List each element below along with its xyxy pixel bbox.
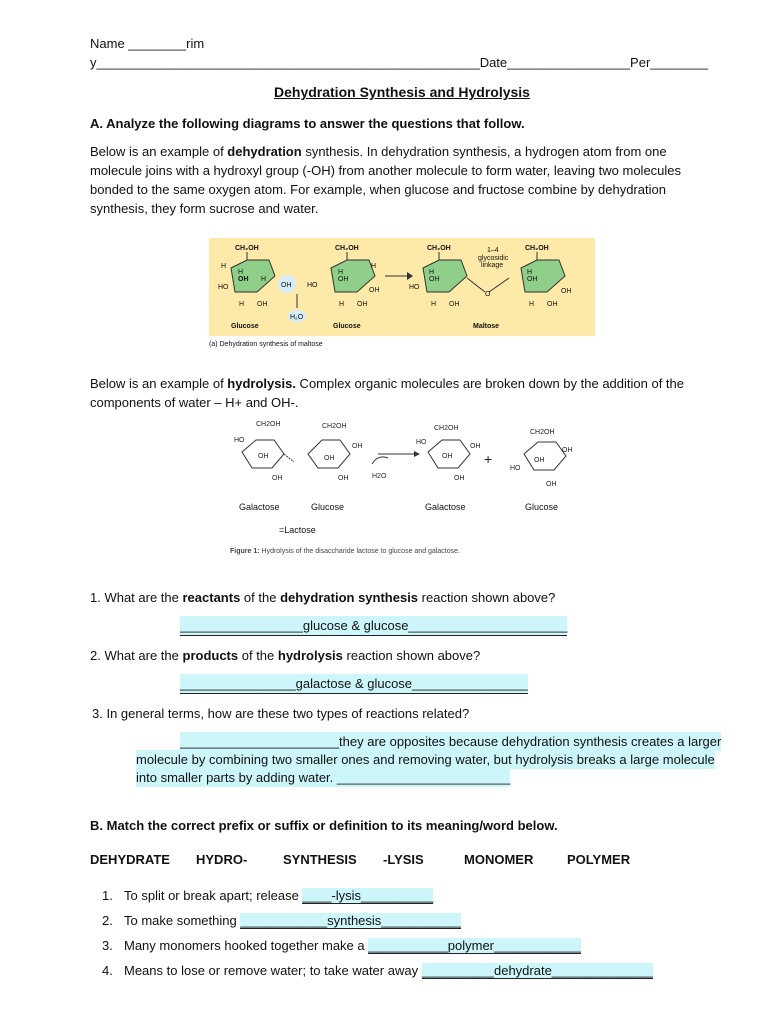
name-line[interactable]: Name ________rim (90, 36, 205, 51)
term-lysis: -LYSIS (383, 852, 424, 867)
label-galactose-2: Galactose (425, 502, 466, 512)
label-lactose: =Lactose (279, 525, 316, 535)
question-1: 1. What are the reactants of the dehydration synthesis reaction shown above? (90, 590, 556, 605)
svg-text:OH: OH (429, 276, 440, 283)
svg-text:HO: HO (307, 282, 318, 289)
svg-text:H: H (261, 276, 267, 283)
glucose-product-ring (524, 442, 566, 470)
svg-text:H: H (429, 269, 435, 276)
svg-text:H: H (339, 301, 345, 308)
svg-text:CH2OH: CH2OH (530, 429, 555, 436)
svg-text:OH: OH (527, 276, 538, 283)
svg-text:1–4: 1–4 (487, 247, 499, 254)
svg-text:OH: OH (454, 475, 465, 482)
term-dehydrate: DEHYDRATE (90, 852, 170, 867)
maltose-diagram (209, 238, 595, 336)
svg-text:CH₂OH: CH₂OH (525, 245, 549, 252)
match-item-2: To make something ____________synthesis___________ (124, 913, 461, 928)
dehydration-synthesis-figure (209, 238, 595, 336)
svg-text:CH₂OH: CH₂OH (335, 245, 359, 252)
svg-text:HO: HO (510, 465, 521, 472)
svg-text:HO: HO (409, 284, 420, 291)
label-glucose-1: Glucose (311, 502, 345, 512)
svg-text:OH: OH (352, 443, 363, 450)
date-period-line[interactable]: y_____________________________________________________Date_________________Per________ (90, 55, 709, 70)
svg-text:H: H (338, 269, 344, 276)
match-item-1-num: 1. (102, 888, 113, 903)
section-a-heading: A. Analyze the following diagrams to answer the questions that follow. (90, 116, 525, 131)
answer-3-line-1[interactable]: ______________________they are opposites because dehydration synthesis creates a larger (180, 734, 722, 749)
answer-3-line-2[interactable]: molecule by combining two smaller ones and removing water, but hydrolysis breaks a large molecule (136, 752, 715, 767)
svg-text:OH: OH (258, 453, 269, 460)
svg-text:HO: HO (234, 437, 245, 444)
match-item-3-num: 3. (102, 938, 113, 953)
answer-1[interactable]: _________________glucose & glucose______________________ (180, 616, 567, 636)
svg-text:OH: OH (338, 475, 349, 482)
hydrolysis-caption: Figure 1: Hydrolysis of the disaccharide lactose to glucose and galactose. (230, 548, 460, 555)
svg-text:linkage: linkage (481, 262, 504, 269)
match-answer-1[interactable]: ____-lysis__________ (302, 888, 434, 903)
svg-text:OH: OH (238, 276, 249, 283)
svg-text:Glucose: Glucose (231, 323, 259, 330)
svg-text:OH: OH (534, 457, 545, 464)
svg-text:H: H (239, 301, 245, 308)
ch2oh-label-1: CH₂OH (235, 245, 259, 252)
term-polymer: POLYMER (567, 852, 631, 867)
svg-text:glycosidic: glycosidic (478, 255, 509, 262)
label-galactose-1: Galactose (239, 502, 280, 512)
svg-text:OH: OH (470, 443, 481, 450)
svg-text:CH₂OH: CH₂OH (427, 245, 451, 252)
svg-text:OH: OH (561, 288, 572, 295)
glucose-ring-hydro (308, 440, 350, 468)
svg-text:H: H (221, 263, 227, 270)
dehydration-paragraph: Below is an example of dehydration synthesis. In dehydration synthesis, a hydrogen atom from one molecule joins with a hydroxyl group (-OH) from another molecule to form water, leaving two molecules bonded to the same oxygen atom. For example, when glucose and fructose combine by dehydration synthesis, they form sucrose and water. (90, 144, 682, 216)
match-item-3: Many monomers hooked together make a ___________polymer____________ (124, 938, 581, 953)
svg-text:Maltose: Maltose (473, 323, 500, 330)
plus-sign: + (484, 451, 493, 467)
match-item-1: To split or break apart; release ____-lysis__________ (124, 888, 434, 903)
match-answer-2[interactable]: ____________synthesis___________ (240, 913, 461, 928)
svg-text:H: H (238, 269, 244, 276)
label-glucose-2: Glucose (525, 502, 559, 512)
svg-text:O: O (485, 291, 491, 298)
svg-text:HO: HO (218, 284, 229, 291)
svg-text:H: H (371, 263, 377, 270)
svg-text:Glucose: Glucose (333, 323, 361, 330)
svg-text:OH: OH (449, 301, 460, 308)
section-b-heading: B. Match the correct prefix or suffix or definition to its meaning/word below. (90, 818, 558, 833)
match-item-2-num: 2. (102, 913, 113, 928)
match-item-4-num: 4. (102, 963, 113, 978)
answer-2[interactable]: ________________galactose & glucose________________ (180, 674, 528, 694)
hydrolysis-paragraph: Below is an example of hydrolysis. Complex organic molecules are broken down by the addition of the components of water – H+ and OH-. (90, 376, 684, 410)
svg-text:H: H (431, 301, 437, 308)
svg-text:OH: OH (357, 301, 368, 308)
match-answer-3[interactable]: ___________polymer____________ (368, 938, 581, 953)
svg-text:OH: OH (562, 447, 573, 454)
match-answer-4[interactable]: __________dehydrate______________ (421, 963, 654, 978)
svg-text:CH2OH: CH2OH (256, 421, 281, 428)
oh-leaving: OH (281, 282, 292, 289)
svg-text:OH: OH (338, 276, 349, 283)
svg-text:OH: OH (257, 301, 268, 308)
svg-text:OH: OH (547, 301, 558, 308)
svg-text:H: H (527, 269, 533, 276)
svg-text:HO: HO (416, 439, 427, 446)
svg-text:OH: OH (324, 455, 335, 462)
svg-text:OH: OH (369, 287, 380, 294)
term-hydro: HYDRO- (196, 852, 248, 867)
svg-text:OH: OH (546, 481, 557, 488)
worksheet-title: Dehydration Synthesis and Hydrolysis (274, 84, 530, 100)
svg-text:H: H (529, 301, 535, 308)
svg-text:CH2OH: CH2OH (322, 423, 347, 430)
dehydration-caption: (a) Dehydration synthesis of maltose (209, 341, 323, 348)
question-3: 3. In general terms, how are these two types of reactions related? (92, 706, 470, 721)
svg-text:OH: OH (272, 475, 283, 482)
water-label: H₂O (290, 314, 304, 321)
svg-text:OH: OH (442, 453, 453, 460)
match-item-4: Means to lose or remove water; to take water away __________dehydrate______________ (124, 963, 654, 978)
svg-text:CH2OH: CH2OH (434, 425, 459, 432)
question-2: 2. What are the products of the hydrolysis reaction shown above? (90, 648, 481, 663)
svg-text:H2O: H2O (372, 473, 387, 480)
term-synthesis: SYNTHESIS (283, 852, 357, 867)
hydrolysis-diagram (228, 418, 588, 500)
term-monomer: MONOMER (464, 852, 534, 867)
answer-3-line-3[interactable]: into smaller parts by adding water. ________________________ (136, 770, 511, 785)
